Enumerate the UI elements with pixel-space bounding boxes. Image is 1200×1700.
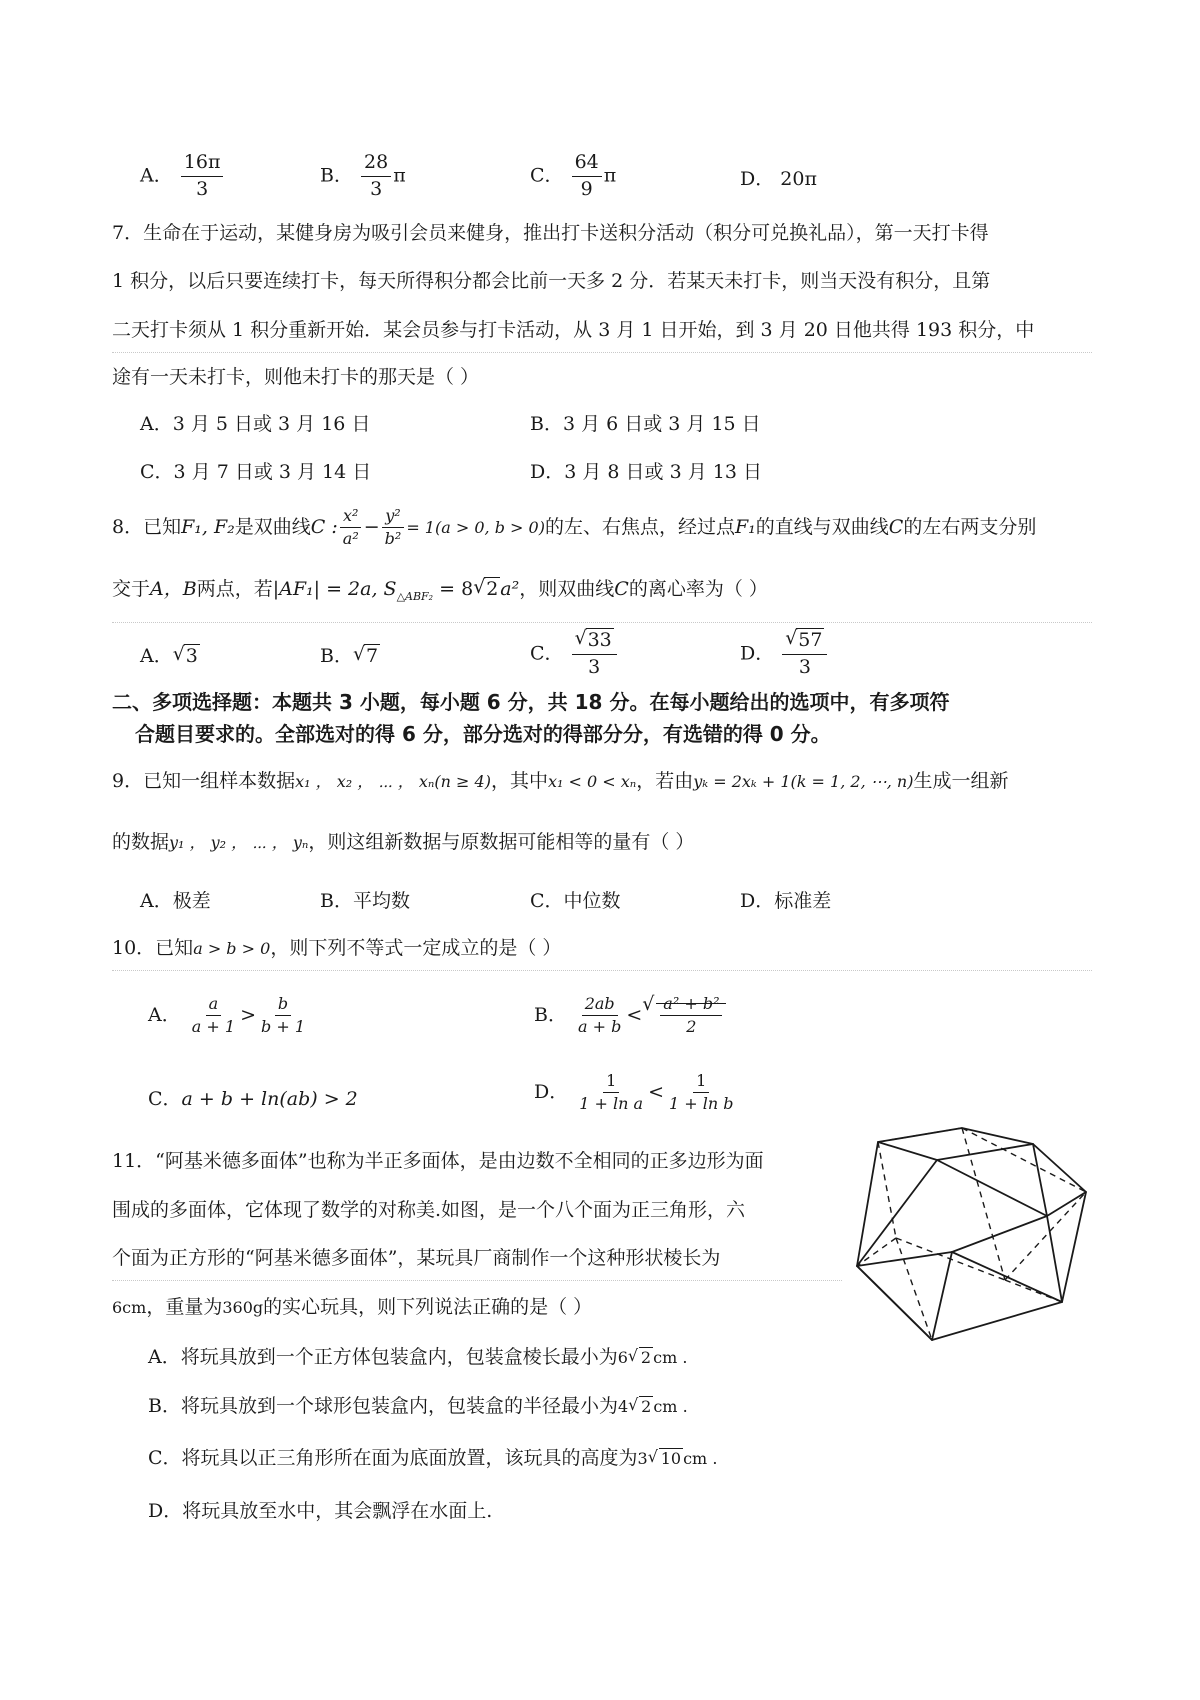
- q7-option-d: D．3 月 8 日或 3 月 13 日: [530, 461, 762, 483]
- q6-option-a: A． $\frac{16\pi}{3}$: [140, 152, 225, 201]
- edge: [937, 1144, 1033, 1160]
- q7-line-2: 1 积分，以后只要连续打卡，每天所得积分都会比前一天多 2 分．若某天未打卡，则当天没有积分，且第: [112, 270, 991, 292]
- q11-line-3: 个面为正方形的“阿基米德多面体”，某玩具厂商制作一个这种形状棱长为: [112, 1247, 721, 1269]
- q8-line-2: 交于A，B两点，若|AF₁| = 2a, $S_{\triangle ABF_2} = 8√$ 2 a²，则双曲线C的离心率为（ ）: [112, 578, 768, 603]
- cuboctahedron-figure: [840, 1120, 1100, 1350]
- q6-option-c: C． $\frac{64}{9}$ π: [530, 151, 617, 200]
- q7-option-b: B．3 月 6 日或 3 月 15 日: [530, 413, 761, 435]
- q7-option-c: C．3 月 7 日或 3 月 14 日: [140, 461, 372, 483]
- section-heading-line-1: 二、多项选择题：本题共 3 小题，每小题 6 分，共 18 分。在每小题给出的选项中，有多项符: [112, 690, 950, 714]
- q11-line-4: 6cm，重量为360g的实心玩具，则下列说法正确的是（ ）: [112, 1296, 593, 1318]
- dotted-rule: [112, 1280, 842, 1281]
- q9-option-d: D．标准差: [740, 890, 832, 912]
- q8-option-c: C． √ $\frac{33}{3}$: [530, 630, 619, 679]
- q8-line-1: 8．已知F₁, F₂是双曲线C : $\frac{\text{x²}}{\text{a²}}$ − $\frac{\text{y²}}{\text{b²}}$ = 1(a > 0, b > 0)的左、右焦点，经过点F₁的直线与双曲线C的左右两支分别: [112, 506, 1037, 549]
- hidden-edge: [962, 1128, 1005, 1280]
- q11-option-d: D．将玩具放至水中，其会飘浮在水面上.: [148, 1500, 493, 1522]
- edge: [952, 1216, 1047, 1252]
- edge: [937, 1160, 1047, 1216]
- dotted-rule: [112, 970, 1092, 971]
- edge: [878, 1142, 937, 1160]
- q7-line-3: 二天打卡须从 1 积分重新开始．某会员参与打卡活动，从 3 月 1 日开始，到 3 月 20 日他共得 193 积分，中: [112, 319, 1035, 341]
- q6-option-d: D． 20π: [740, 168, 817, 190]
- q9-option-a: A．极差: [140, 890, 211, 912]
- q10-option-c: C．a + b + ln(ab) > 2: [148, 1088, 358, 1110]
- q8-option-b: B．√ 7: [320, 645, 380, 668]
- edge: [857, 1266, 932, 1340]
- section-heading-line-2: 合题目要求的。全部选对的得 6 分，部分选对的得部分分，有选错的得 0 分。: [135, 722, 831, 746]
- q9-line-2: 的数据y₁ ， y₂ ， ⋯ ， yₙ，则这组新数据与原数据可能相等的量有（ ）: [112, 831, 695, 853]
- q11-line-1: 11．“阿基米德多面体”也称为半正多面体，是由边数不全相同的正多边形为面: [112, 1150, 764, 1172]
- q7-line-1: 7．生命在于运动，某健身房为吸引会员来健身，推出打卡送积分活动（积分可兑换礼品），第一天打卡得: [112, 222, 989, 244]
- dotted-rule: [112, 622, 1092, 623]
- q11-option-b: B．将玩具放到一个球形包装盒内，包装盒的半径最小为4√ 2 cm .: [148, 1395, 688, 1418]
- dotted-rule: [112, 352, 1092, 353]
- q8-option-a: A．√ 3: [140, 645, 200, 668]
- q11-line-2: 围成的多面体，它体现了数学的对称美.如图，是一个八个面为正三角形，六: [112, 1199, 746, 1221]
- q8-option-d: D． √ $\frac{57}{3}$: [740, 630, 829, 679]
- q10-stem: 10．已知a > b > 0，则下列不等式一定成立的是（ ）: [112, 937, 562, 959]
- q9-line-1: 9．已知一组样本数据x₁ ， x₂ ， ⋯ ， xₙ(n ≥ 4)，其中x₁ < 0 < xₙ，若由yₖ = 2xₖ + 1(k = 1, 2, ⋯, n)生成一组新: [112, 770, 1009, 792]
- hidden-edge: [896, 1238, 932, 1340]
- q9-option-c: C．中位数: [530, 890, 621, 912]
- q10-option-a: A． $\frac{a}{a + 1}$ > $\frac{b}{b + 1}$: [148, 994, 305, 1037]
- q10-option-b: B． $\frac{2ab}{a + b}$ < √ $\frac{\text{a² + b²}}{2}$: [534, 995, 726, 1037]
- edge: [857, 1160, 937, 1266]
- q9-option-b: B．平均数: [320, 890, 410, 912]
- q6-option-b: B． $\frac{28}{3}$ π: [320, 151, 406, 200]
- edge: [1047, 1216, 1062, 1302]
- option-letter: A．: [140, 164, 173, 187]
- q7-option-a: A．3 月 5 日或 3 月 16 日: [140, 413, 371, 435]
- q11-option-a: A．将玩具放到一个正方体包装盒内，包装盒棱长最小为6√ 2 cm .: [148, 1346, 687, 1369]
- q11-option-c: C．将玩具以正三角形所在面为底面放置，该玩具的高度为3√ 10 cm .: [148, 1447, 717, 1470]
- q7-line-4: 途有一天未打卡，则他未打卡的那天是（ ）: [112, 366, 480, 388]
- edge: [932, 1252, 952, 1340]
- q10-option-d: D． $\frac{1}{\text{1 + ln a}}$ < $\frac{1}{\text{1 + ln b}}$: [534, 1071, 734, 1114]
- hidden-edge: [878, 1142, 896, 1238]
- hidden-edge: [896, 1238, 1005, 1280]
